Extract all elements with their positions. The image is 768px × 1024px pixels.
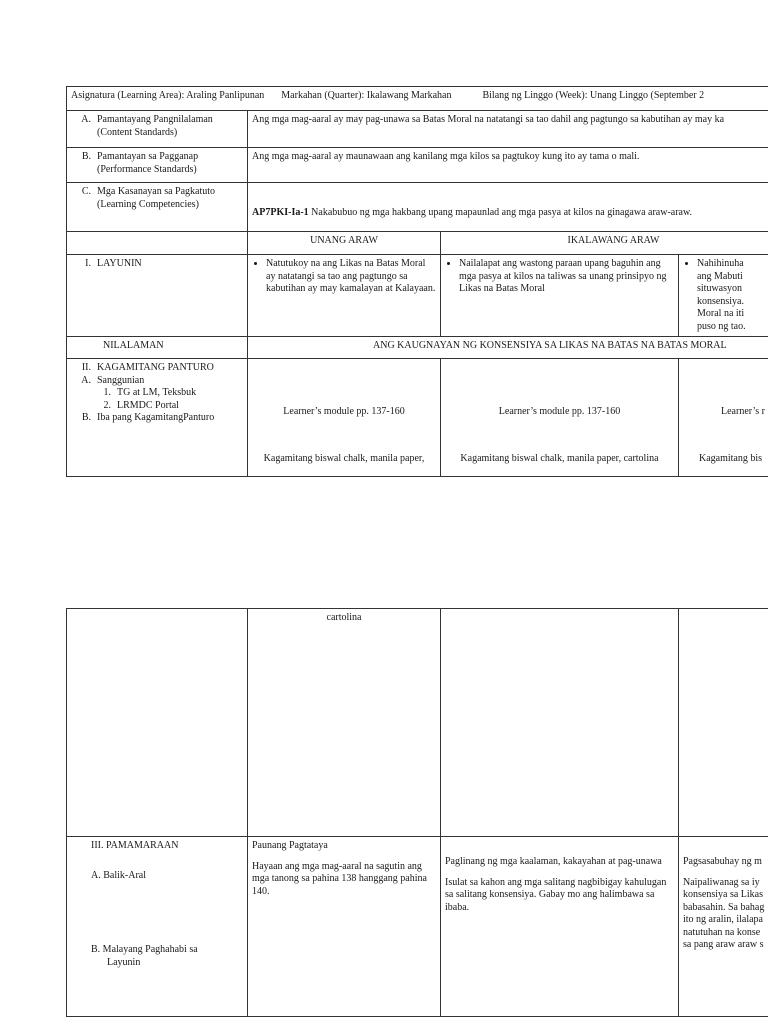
layunin-day3: • Nahihinuha ang Mabuti situwasyon konsensiya. Moral na iti puso ng tao. bbox=[679, 255, 768, 337]
quarter: Markahan (Quarter): Ikalawang Markahan bbox=[281, 90, 452, 101]
materials-day1-cont: cartolina bbox=[248, 609, 441, 837]
week: Bilang ng Linggo (Week): Unang Linggo (September 2 bbox=[482, 90, 705, 101]
learning-area: Asignatura (Learning Area): Araling Panlipunan bbox=[71, 90, 265, 101]
content-standards-label: A. Pamantayang Pangnilalaman (Content Standards) bbox=[67, 111, 248, 148]
competency-text: Nakabubuo ng mga hakbang upang mapaunlad ang mga pasya at kilos na ginagawa araw-araw. bbox=[311, 206, 693, 218]
continuation-day2-blank bbox=[441, 609, 679, 837]
paghahabi: B. Malayang Paghahabi sa Layunin bbox=[91, 944, 198, 968]
day-header-1: UNANG ARAW bbox=[248, 232, 441, 255]
layunin-day2: • Nailalapat ang wastong paraan upang baguhin ang mga pasya at kilos na taliwas sa unang prinsipyo ng Likas na Batas Moral bbox=[441, 255, 679, 337]
content-standards-value: Ang mga mag-aaral ay may pag-unawa sa Batas Moral na natatangi sa tao dahil ang pagtungo sa kabutihan ay may ka bbox=[248, 111, 768, 148]
performance-standards-label: B. Pamantayan sa Pagganap (Performance Standards) bbox=[67, 148, 248, 183]
lesson-plan-table-bottom bbox=[66, 608, 768, 1017]
layunin-label: I. LAYUNIN bbox=[67, 255, 248, 337]
kagamitan-day3: Learner’s r Kagamitang bis bbox=[679, 359, 768, 477]
pamamaraan-label: III. PAMAMARAAN A. Balik-Aral B. Malayang Paghahabi sa Layunin bbox=[67, 837, 248, 1017]
day-header-2: IKALAWANG ARAW bbox=[441, 232, 768, 255]
header-row bbox=[67, 87, 768, 111]
nilalaman-label: NILALAMAN bbox=[67, 337, 248, 359]
lesson-plan-table-top bbox=[66, 86, 768, 477]
day-header-blank bbox=[67, 232, 248, 255]
competencies-value bbox=[248, 183, 768, 232]
continuation-label-blank bbox=[67, 609, 248, 837]
layunin-day1: • Natutukoy na ang Likas na Batas Moral ay natatangi sa tao ang pagtungo sa kabutihan ay may kamalayan at Kalayaan. bbox=[248, 255, 441, 337]
balik-aral: A. Balik-Aral bbox=[91, 869, 146, 881]
performance-standards-value: Ang mga mag-aaral ay maunawaan ang kanilang mga kilos sa pagtukoy kung ito ay tama o mali. bbox=[248, 148, 768, 183]
pamamaraan-day1: Paunang Pagtataya Hayaan ang mga mag-aaral na sagutin ang mga tanong sa pahina 138 hanggang pahina 140. bbox=[248, 837, 441, 1017]
kagamitan-day2: Learner’s module pp. 137-160 Kagamitang biswal chalk, manila paper, cartolina bbox=[441, 359, 679, 477]
nilalaman-value: ANG KAUGNAYAN NG KONSENSIYA SA LIKAS NA BATAS NA BATAS MORAL bbox=[248, 337, 768, 359]
competency-code: AP7PKI-Ia-1 bbox=[252, 206, 309, 218]
competencies-label: C. Mga Kasanayan sa Pagkatuto (Learning Competencies) bbox=[67, 183, 248, 232]
pamamaraan-day2: Paglinang ng mga kaalaman, kakayahan at pag-unawa Isulat sa kahon ang mga salitang nagbibigay kahulugan sa salitang konsensiya. Gabay mo ang halimbawa sa ibaba. bbox=[441, 837, 679, 1017]
continuation-day3-blank bbox=[679, 609, 768, 837]
kagamitan-label: II. KAGAMITANG PANTURO A. Sanggunian 1. TG at LM, Teksbuk 2. LRMDC Portal B. Iba pang KagamitangPanturo bbox=[67, 359, 248, 477]
pamamaraan-day3: Pagsasabuhay ng m Naipaliwanag sa iy konsensiya sa Likas babasahin. Sa bahag ito ng aralin, ilalapa natutuhan na konse sa pang araw araw s bbox=[679, 837, 768, 1017]
kagamitan-day1: Learner’s module pp. 137-160 Kagamitang biswal chalk, manila paper, bbox=[248, 359, 441, 477]
